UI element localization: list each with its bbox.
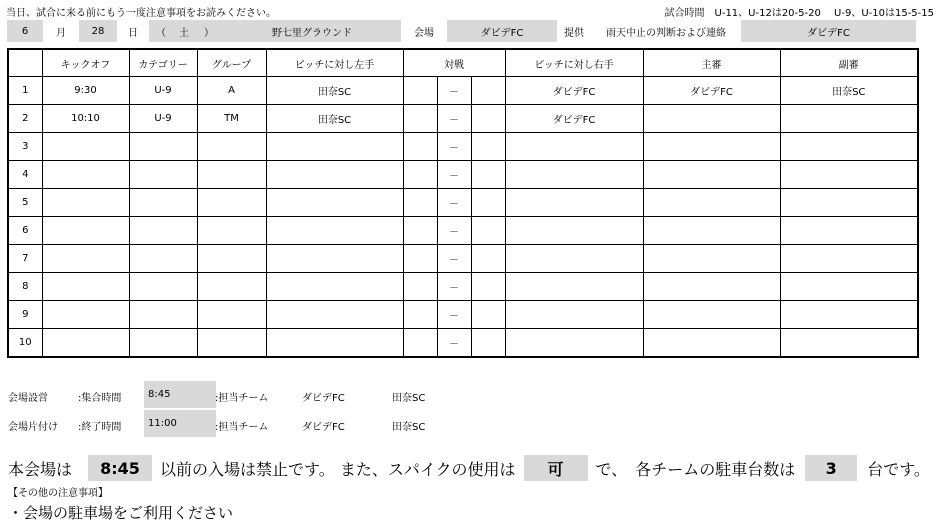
- right-team-cell: [505, 189, 643, 217]
- right-team-cell: [505, 273, 643, 301]
- referee-cell: [643, 273, 780, 301]
- left-team-cell: [266, 245, 403, 273]
- table-row: [8, 189, 918, 217]
- table-header-row: [8, 49, 918, 77]
- assistant-cell: [780, 273, 918, 301]
- weekday-open: （: [149, 20, 173, 42]
- top-note: 当日、試合に来る前にもう一度注意事項をお読みください。: [6, 8, 276, 19]
- referee-cell: [643, 161, 780, 189]
- table-row: [8, 161, 918, 189]
- group-cell: [197, 329, 266, 358]
- dash-cell: －: [437, 301, 471, 329]
- weekday-close: ）: [195, 20, 223, 42]
- right-team-cell: [505, 161, 643, 189]
- assistant-cell: [780, 189, 918, 217]
- day-value: 28: [79, 20, 117, 42]
- entry-time: 8:45: [88, 455, 152, 481]
- row-number: 3: [8, 133, 42, 161]
- left-team-cell: 田奈SC: [266, 77, 403, 105]
- dash-cell: －: [437, 77, 471, 105]
- score-left-cell: [403, 77, 437, 105]
- group-cell: [197, 133, 266, 161]
- row-number: 7: [8, 245, 42, 273]
- row-number: 1: [8, 77, 42, 105]
- header-no: [8, 49, 42, 77]
- score-right-cell: [471, 77, 505, 105]
- kickoff-cell: [42, 217, 129, 245]
- cleanup-team1: ダビデFC: [302, 422, 345, 433]
- header-left: ピッチに対し左手: [266, 49, 403, 77]
- assistant-cell: [780, 301, 918, 329]
- table-row: [8, 329, 918, 358]
- dash-cell: －: [437, 161, 471, 189]
- setup-team2: 田奈SC: [392, 393, 426, 404]
- right-team-cell: [505, 217, 643, 245]
- provider-label: 提供: [564, 27, 584, 39]
- row-number: 5: [8, 189, 42, 217]
- rain-contact: ダビデFC: [741, 20, 916, 42]
- assistant-cell: 田奈SC: [780, 77, 918, 105]
- ground-name: 野七里グラウンド: [223, 20, 401, 42]
- right-team-cell: [505, 301, 643, 329]
- header-right: ピッチに対し右手: [505, 49, 643, 77]
- venue-label: 会場: [414, 27, 434, 39]
- category-cell: [129, 161, 197, 189]
- group-cell: [197, 273, 266, 301]
- kickoff-cell: [42, 273, 129, 301]
- category-cell: U-9: [129, 77, 197, 105]
- assistant-cell: [780, 161, 918, 189]
- kickoff-cell: 9:30: [42, 77, 129, 105]
- referee-cell: [643, 133, 780, 161]
- referee-cell: [643, 329, 780, 358]
- table-row: [8, 217, 918, 245]
- cleanup-team-label: :担当チーム: [215, 422, 269, 433]
- kickoff-cell: 10:10: [42, 105, 129, 133]
- setup-team-label: :担当チーム: [215, 393, 269, 404]
- score-right-cell: [471, 245, 505, 273]
- info-row: [7, 20, 916, 42]
- group-cell: [197, 217, 266, 245]
- assistant-cell: [780, 133, 918, 161]
- left-team-cell: 田奈SC: [266, 105, 403, 133]
- category-cell: [129, 217, 197, 245]
- cleanup-time: 11:00: [144, 410, 216, 437]
- left-team-cell: [266, 329, 403, 358]
- month-label: 月: [56, 27, 66, 39]
- entry-notice: [8, 455, 930, 481]
- score-right-cell: [471, 133, 505, 161]
- kickoff-cell: [42, 301, 129, 329]
- notice-part4: 台です。: [867, 459, 930, 479]
- kickoff-cell: [42, 161, 129, 189]
- row-number: 10: [8, 329, 42, 358]
- dash-cell: －: [437, 105, 471, 133]
- right-team-cell: [505, 245, 643, 273]
- spike-allowed: 可: [524, 455, 588, 481]
- kickoff-cell: [42, 245, 129, 273]
- cleanup-time-label: :終了時間: [78, 422, 122, 433]
- right-team-cell: ダビデFC: [505, 105, 643, 133]
- score-left-cell: [403, 329, 437, 358]
- setup-team1: ダビデFC: [302, 393, 345, 404]
- dash-cell: －: [437, 329, 471, 358]
- dash-cell: －: [437, 273, 471, 301]
- kickoff-cell: [42, 329, 129, 358]
- group-cell: A: [197, 77, 266, 105]
- row-number: 9: [8, 301, 42, 329]
- notice-part3: で、 各チームの駐車台数は: [595, 459, 796, 479]
- table-row: [8, 245, 918, 273]
- category-cell: U-9: [129, 105, 197, 133]
- table-row: [8, 301, 918, 329]
- parking-count: 3: [805, 455, 857, 481]
- setup-time-label: :集合時間: [78, 393, 122, 404]
- left-team-cell: [266, 217, 403, 245]
- dash-cell: －: [437, 245, 471, 273]
- left-team-cell: [266, 161, 403, 189]
- notice-part1: 本会場は: [8, 459, 73, 479]
- assistant-cell: [780, 329, 918, 358]
- score-left-cell: [403, 189, 437, 217]
- header-kickoff: キックオフ: [42, 49, 129, 77]
- left-team-cell: [266, 133, 403, 161]
- referee-cell: [643, 245, 780, 273]
- kickoff-cell: [42, 189, 129, 217]
- dash-cell: －: [437, 189, 471, 217]
- assistant-cell: [780, 105, 918, 133]
- score-right-cell: [471, 329, 505, 358]
- row-number: 6: [8, 217, 42, 245]
- category-cell: [129, 301, 197, 329]
- schedule-table: [7, 48, 919, 358]
- right-team-cell: [505, 133, 643, 161]
- referee-cell: [643, 105, 780, 133]
- score-left-cell: [403, 105, 437, 133]
- score-left-cell: [403, 133, 437, 161]
- category-cell: [129, 133, 197, 161]
- score-right-cell: [471, 161, 505, 189]
- table-row: [8, 105, 918, 133]
- weekday-value: 土: [173, 20, 195, 42]
- header-group: グループ: [197, 49, 266, 77]
- referee-cell: ダビデFC: [643, 77, 780, 105]
- left-team-cell: [266, 301, 403, 329]
- referee-cell: [643, 217, 780, 245]
- header-referee: 主審: [643, 49, 780, 77]
- score-left-cell: [403, 245, 437, 273]
- notice-part2: 以前の入場は禁止です。 また、スパイクの使用は: [160, 459, 516, 479]
- assistant-cell: [780, 217, 918, 245]
- row-number: 2: [8, 105, 42, 133]
- header-category: カテゴリー: [129, 49, 197, 77]
- referee-cell: [643, 301, 780, 329]
- setup-label: 会場設営: [8, 393, 48, 404]
- row-number: 4: [8, 161, 42, 189]
- score-left-cell: [403, 217, 437, 245]
- kickoff-cell: [42, 133, 129, 161]
- category-cell: [129, 245, 197, 273]
- category-cell: [129, 189, 197, 217]
- day-label: 日: [128, 27, 138, 39]
- group-cell: [197, 245, 266, 273]
- table-row: [8, 77, 918, 105]
- category-cell: [129, 273, 197, 301]
- group-cell: [197, 301, 266, 329]
- score-right-cell: [471, 301, 505, 329]
- assistant-cell: [780, 245, 918, 273]
- group-cell: [197, 189, 266, 217]
- score-right-cell: [471, 189, 505, 217]
- dash-cell: －: [437, 133, 471, 161]
- score-left-cell: [403, 273, 437, 301]
- header-match: 対戦: [403, 49, 505, 77]
- score-right-cell: [471, 273, 505, 301]
- category-cell: [129, 329, 197, 358]
- left-team-cell: [266, 189, 403, 217]
- match-time-note: 試合時間 U-11、U-12は20-5-20 U-9、U-10は15-5-15: [664, 8, 934, 19]
- score-left-cell: [403, 301, 437, 329]
- right-team-cell: ダビデFC: [505, 77, 643, 105]
- rain-label: 雨天中止の判断および連絡: [606, 27, 726, 39]
- cleanup-label: 会場片付け: [8, 422, 58, 433]
- dash-cell: －: [437, 217, 471, 245]
- referee-cell: [643, 189, 780, 217]
- month-value: 6: [7, 20, 43, 42]
- other-notes-label: 【その他の注意事項】: [8, 488, 108, 499]
- table-row: [8, 273, 918, 301]
- right-team-cell: [505, 329, 643, 358]
- score-right-cell: [471, 217, 505, 245]
- score-right-cell: [471, 105, 505, 133]
- other-note-item: ・会場の駐車場をご利用ください: [8, 504, 234, 522]
- cleanup-team2: 田奈SC: [392, 422, 426, 433]
- header-assistant: 副審: [780, 49, 918, 77]
- score-left-cell: [403, 161, 437, 189]
- left-team-cell: [266, 273, 403, 301]
- group-cell: [197, 161, 266, 189]
- setup-time: 8:45: [144, 381, 216, 408]
- group-cell: TM: [197, 105, 266, 133]
- venue-value: ダビデFC: [447, 20, 557, 42]
- table-row: [8, 133, 918, 161]
- row-number: 8: [8, 273, 42, 301]
